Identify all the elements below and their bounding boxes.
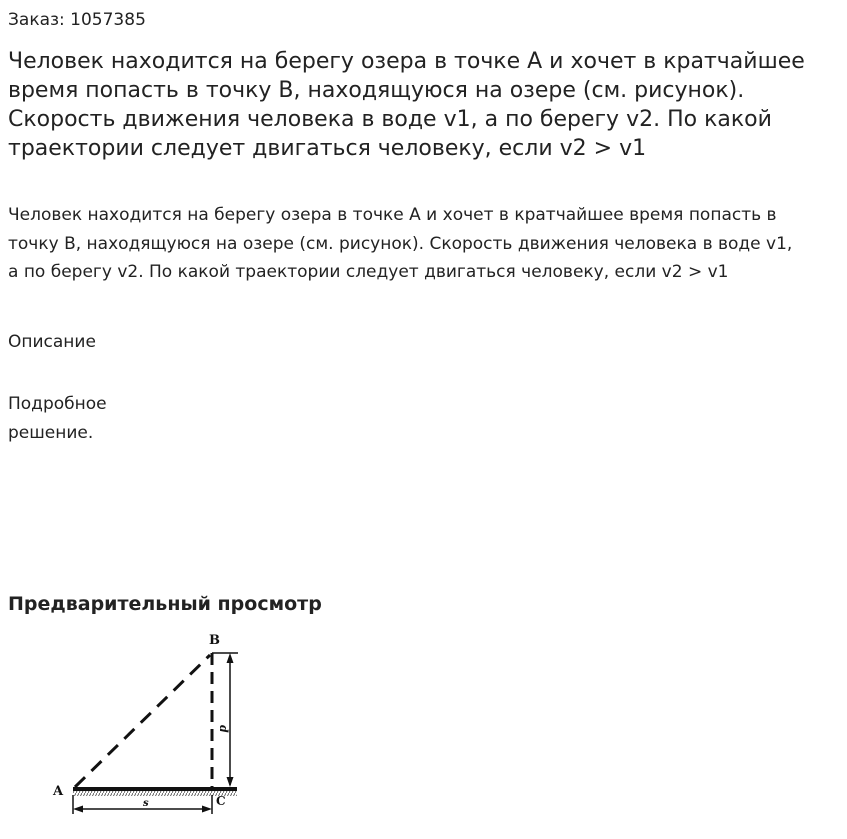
label-c: C — [216, 794, 226, 808]
path-a-to-b — [75, 655, 210, 787]
label-d: d — [217, 725, 230, 733]
preview-heading: Предварительный просмотр — [8, 593, 322, 615]
s-arrow-right — [202, 806, 212, 813]
label-a: A — [53, 784, 64, 799]
order-number: Заказ: 1057385 — [8, 10, 146, 30]
problem-text: Человек находится на берегу озера в точке A и хочет в кратчайшее время попасть в точку B, находящуюся на озере (см. рисунок). Скорость движения человека в воде v1, а по берегу v2. По какой траектории следует двигаться человеку, если v2 > v1 — [8, 205, 793, 282]
label-s: s — [143, 798, 149, 809]
description-text: Подробное решение. — [8, 394, 107, 443]
label-b: B — [209, 633, 220, 648]
problem-figure — [40, 625, 270, 839]
problem-title: Человек находится на берегу озера в точке A и хочет в кратчайшее время попасть в точку B, находящуюся на озере (см. рисунок). Скорость движения человека в воде v1, а по берегу v2. По какой траектории следует двигаться человеку, если v2 > v1 — [8, 49, 805, 161]
s-arrow-left — [73, 806, 83, 813]
description-label: Описание — [8, 332, 96, 352]
d-arrow-down — [227, 777, 234, 787]
figure-diagram — [40, 625, 270, 839]
d-arrow-up — [227, 653, 234, 663]
